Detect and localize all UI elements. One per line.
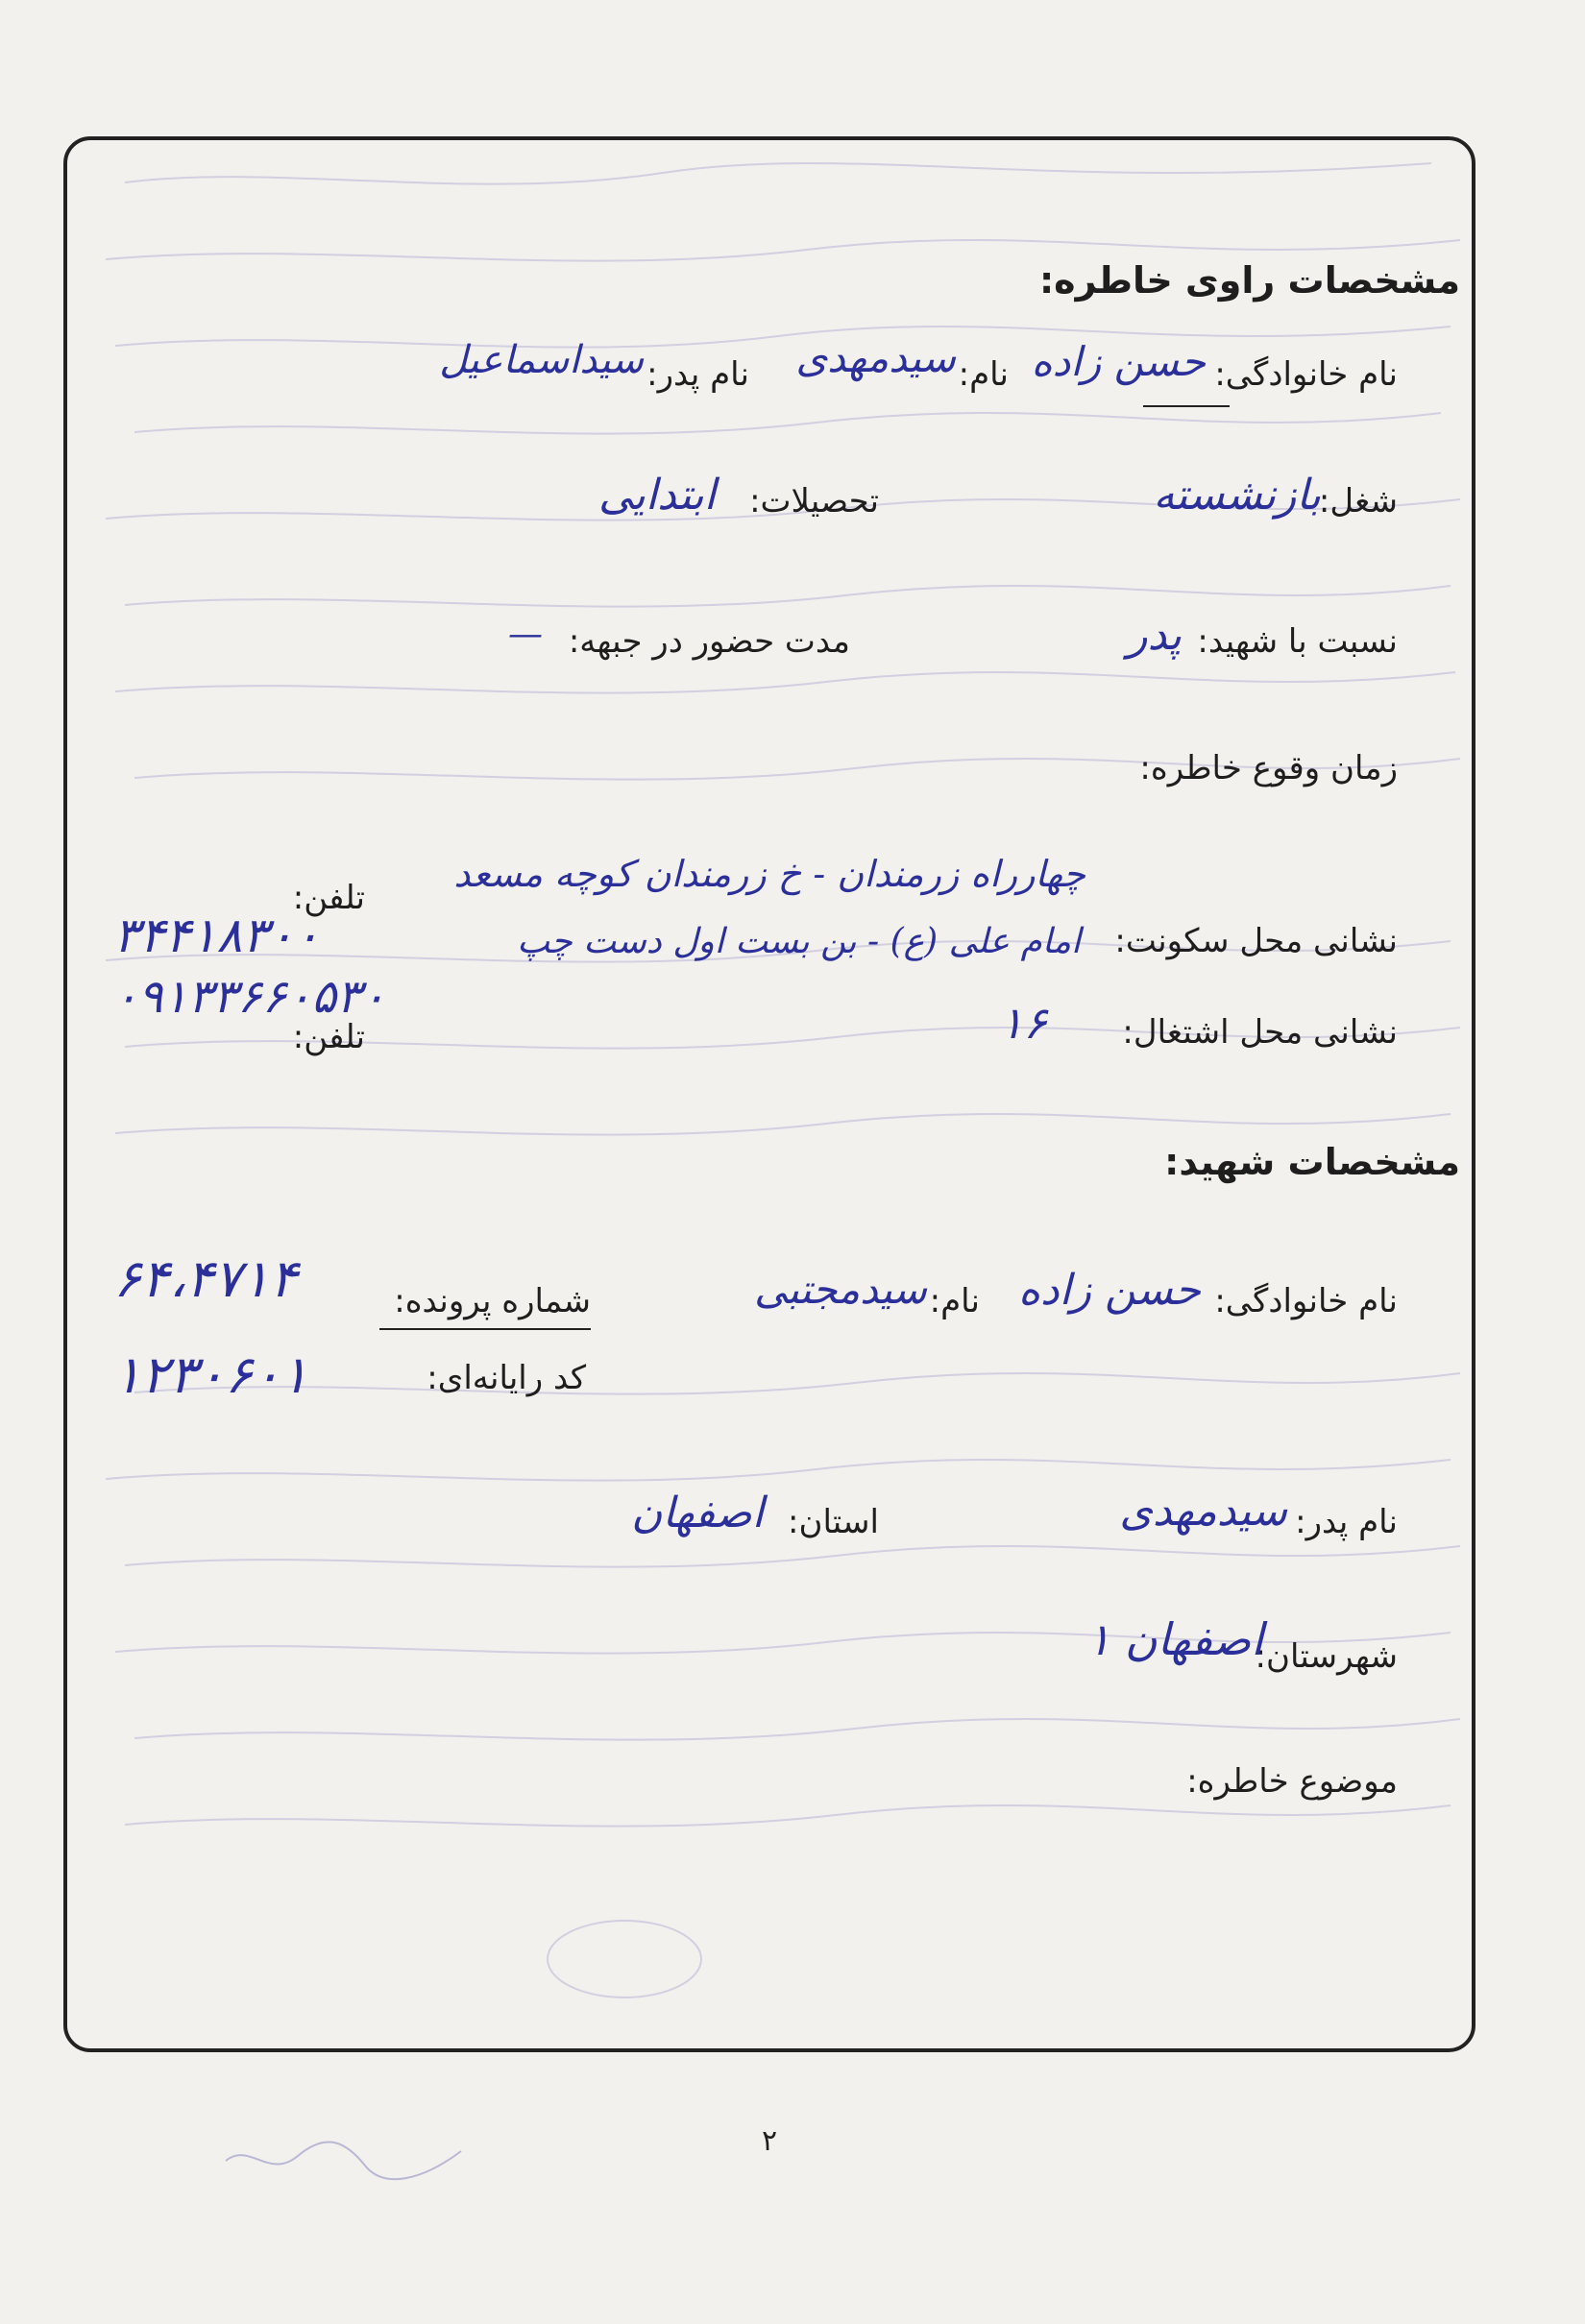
martyr-father-name-value: سیدمهدی — [1119, 1487, 1287, 1536]
work-address-value: ۱۶ — [999, 997, 1047, 1049]
relation-label: نسبت با شهید: — [1197, 622, 1398, 661]
file-number-value: ۶۴،۴۷۱۴ — [113, 1248, 298, 1309]
relation-value: پدر — [1127, 611, 1182, 660]
martyr-first-name-value: سیدمجتبی — [754, 1266, 927, 1313]
narrator-family-name-value: حسن زاده — [1031, 338, 1206, 385]
narrator-family-name-label: نام خانوادگی: — [1214, 355, 1398, 394]
province-label: استان: — [788, 1503, 879, 1541]
county-value: اصفهان ۱ — [1086, 1613, 1263, 1665]
front-duration-value: — — [508, 615, 543, 654]
work-phone-label: تلفن: — [292, 1018, 365, 1056]
work-phone-value: ۰۹۱۳۳۶۶۰۵۳۰ — [113, 970, 386, 1024]
martyr-family-name-value: حسن زاده — [1017, 1266, 1201, 1315]
martyr-father-name-label: نام پدر: — [1295, 1503, 1398, 1541]
occupation-label: شغل: — [1318, 482, 1398, 520]
phone-label: تلفن: — [292, 879, 365, 917]
file-number-label: شماره پرونده: — [394, 1282, 591, 1320]
martyr-first-name-label: نام: — [929, 1282, 980, 1320]
front-duration-label: مدت حضور در جبهه: — [568, 622, 850, 661]
education-label: تحصیلات: — [749, 482, 879, 520]
memory-subject-label: موضوع خاطره: — [1186, 1762, 1398, 1801]
province-value: اصفهان — [631, 1489, 764, 1537]
education-value: ابتدایی — [598, 471, 716, 520]
signature-mark — [221, 2122, 471, 2199]
work-address-label: نشانی محل اشتغال: — [1122, 1013, 1398, 1052]
county-label: شهرستان: — [1255, 1637, 1398, 1676]
narrator-heading: مشخصات راوی خاطره: — [1038, 259, 1460, 302]
file-number-underline — [379, 1328, 591, 1330]
martyr-family-name-label: نام خانوادگی: — [1214, 1282, 1398, 1320]
page-number: ۲ — [762, 2124, 778, 2158]
phone-value: ۳۴۴۱۸۳۰۰ — [113, 908, 320, 963]
computer-code-label: کد رایانه‌ای: — [427, 1359, 586, 1397]
narrator-father-name-label: نام پدر: — [646, 355, 749, 394]
occupation-value: بازنشسته — [1153, 471, 1321, 520]
narrator-first-name-value: سیدمهدی — [795, 334, 956, 381]
martyr-heading: مشخصات شهید: — [1164, 1141, 1460, 1183]
address-label: نشانی محل سکونت: — [1114, 922, 1398, 960]
underline-stroke — [1143, 405, 1230, 407]
computer-code-value: ۱۲۳۰۶۰۱ — [113, 1344, 309, 1405]
memory-time-label: زمان وقوع خاطره: — [1139, 749, 1398, 787]
address-line2: امام علی (ع) - بن بست اول دست چپ — [517, 922, 1081, 961]
address-line1: چهارراه زرمندان - خ زرمندان کوچه مسعد — [453, 853, 1085, 895]
narrator-father-name-value: سیداسماعیل — [439, 338, 644, 382]
narrator-first-name-label: نام: — [958, 355, 1009, 394]
